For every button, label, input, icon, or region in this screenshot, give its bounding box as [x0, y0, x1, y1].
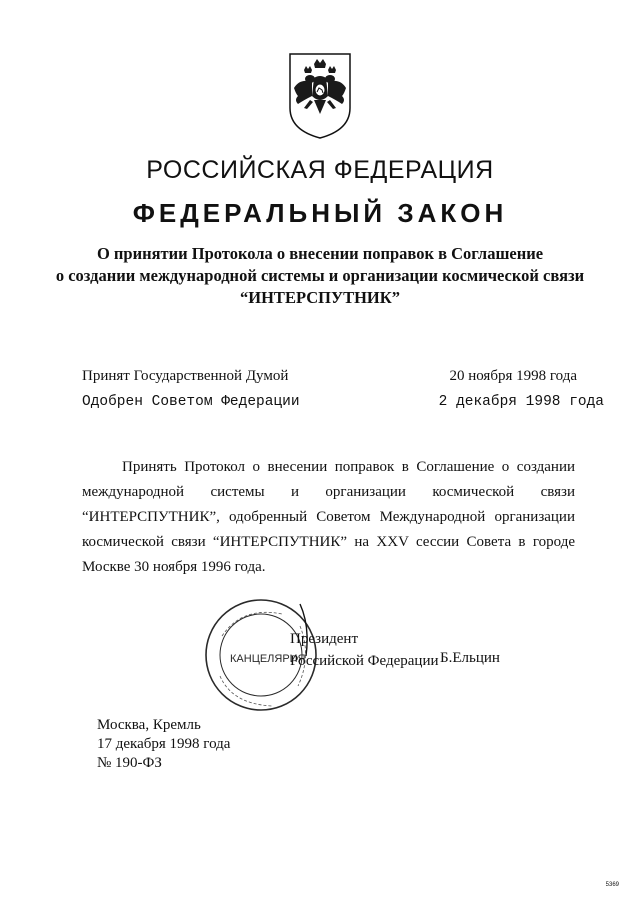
- council-approval-label: Одобрен Советом Федерации: [82, 394, 300, 410]
- duma-adoption-row: [82, 368, 604, 390]
- signing-date: 17 декабря 1998 года: [97, 736, 231, 752]
- signatory-title-line: Российской Федерации: [290, 653, 439, 669]
- signing-place: Москва, Кремль: [97, 717, 201, 733]
- signatory-name: Б.Ельцин: [440, 650, 500, 666]
- coat-of-arms-emblem: [286, 50, 354, 140]
- document-type-heading: ФЕДЕРАЛЬНЫЙ ЗАКОН: [132, 198, 508, 228]
- council-approval-date: 2 декабря 1998 года: [438, 394, 604, 410]
- law-body: [82, 455, 575, 580]
- law-body-paragraph: Принять Протокол о внесении поправок в Соглашение о создании международной системы и организации космической связи “ИНТЕРСПУТНИК”, одобренный Советом Международной организации космической связи “ИНТЕРСПУТНИК” на XXV сессии Совета в городе Москве 30 ноября 1996 года.: [82, 459, 575, 575]
- page-code: 5369: [605, 882, 619, 888]
- law-title: [40, 243, 600, 309]
- law-title-line: о создании международной системы и организации космической связи: [55, 266, 585, 285]
- signatory-title: [290, 628, 439, 672]
- law-number: № 190-ФЗ: [97, 755, 162, 771]
- country-heading: РОССИЙСКАЯ ФЕДЕРАЦИЯ: [146, 156, 494, 184]
- signatory-title-line: Президент: [290, 631, 358, 647]
- law-title-line: О принятии Протокола о внесении поправок в Соглашение: [96, 244, 544, 263]
- signing-details: [97, 716, 230, 773]
- stamp-text: КАНЦЕЛЯРИЯ: [230, 653, 306, 665]
- duma-adoption-date: 20 ноября 1998 года: [449, 368, 577, 384]
- law-title-line: “ИНТЕРСПУТНИК”: [240, 288, 400, 307]
- duma-adoption-label: Принят Государственной Думой: [82, 368, 289, 384]
- council-approval-row: [82, 394, 604, 416]
